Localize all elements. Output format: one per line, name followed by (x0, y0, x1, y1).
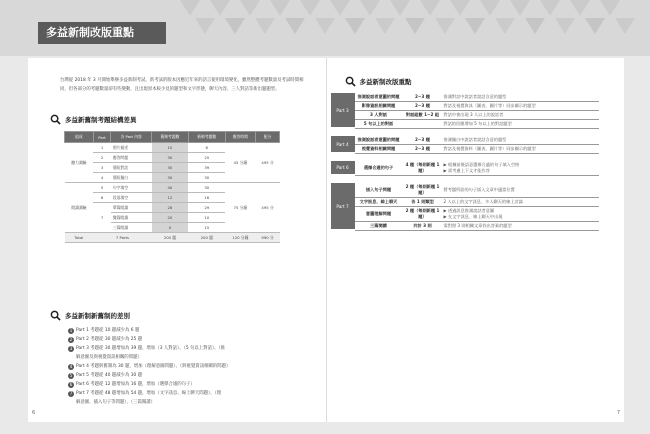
table-row (331, 145, 599, 154)
item-desc: ▶ 透過訊息推測說話者意圖 ▶ 在文字訊息、線上聊天中出現 (443, 207, 599, 222)
list-text: 解意圖、插入句子等問題）、（三篇閱讀） (76, 400, 156, 405)
header-banner (0, 0, 650, 56)
section-title: 多益新制改版重點 (359, 78, 412, 86)
cell: 40 (152, 183, 189, 193)
item-desc: ▶ 根據前後語意選擇合適的句子填入空格 ▶ 需考慮上下文才能作答 (443, 161, 599, 176)
table-row (331, 93, 599, 102)
table-row (331, 207, 599, 222)
cell: 三篇閱讀 (111, 223, 152, 233)
item-count: 2 題（每則新題 1 題） (403, 183, 443, 198)
cell: 25 (188, 153, 225, 163)
table-row (331, 111, 599, 120)
col-header: 應答時間 (225, 132, 255, 143)
cell: 1 (93, 143, 111, 153)
item-count: 2~3 題 (403, 93, 443, 102)
rules-list (68, 326, 308, 407)
bullet-number: 7 (69, 390, 73, 396)
cell: 30 (188, 173, 225, 183)
item-type: 3 人對話 (355, 111, 403, 120)
item-type: 影像資訊相關問題 (355, 102, 403, 111)
item-desc: 需對照 3 則相關文章找出答案的題型 (443, 222, 599, 231)
changes-table (331, 93, 599, 232)
magnifier-icon (50, 114, 61, 125)
cell: 20 (152, 213, 189, 223)
col-header: 新制考題數 (188, 132, 225, 143)
page-number: 7 (616, 410, 620, 416)
bullet-number: 5 (69, 372, 73, 378)
table-row (331, 183, 599, 198)
cell: 30 (152, 163, 189, 173)
cell: 閱讀測驗 (65, 183, 94, 233)
intro-paragraph: 台灣從 2018 年 3 月開始舉辦多益新制考試，新考試的版本因應近年來的語言使用環境變化，雖然整體考題數量及考試時間相同，但各部分的考題數量卻有些變動，且出現原本較少見的題型和文字形態，聊天內容、三人對話等新出題題型。 (60, 78, 304, 92)
part-label: Part 7 (331, 183, 355, 231)
table-row (331, 222, 599, 231)
cell: 聽力測驗 (65, 143, 94, 183)
page-number: 6 (32, 410, 36, 416)
cell: 照片描述 (111, 143, 152, 153)
col-header: 配分 (256, 132, 280, 143)
cell: 15 (188, 223, 225, 233)
cell: 3 (93, 163, 111, 173)
table-row (331, 136, 599, 145)
cell: 495 分 (256, 143, 280, 183)
bullet-number: 2 (69, 336, 73, 342)
list-text: Part 3 考題從 30 題增加為 39 題，增加（3 人對話）、（5 句以上對話）、（推 (76, 346, 226, 351)
cell: 5 (93, 183, 111, 193)
cell: 應答問題 (111, 153, 152, 163)
table-header-row (65, 132, 280, 143)
item-type: 推測說話者意圖的問題 (355, 136, 403, 145)
cell: 7 (93, 203, 111, 233)
table-row (331, 102, 599, 111)
page-title: 多益新制改版重點 (38, 22, 166, 44)
section-title: 多益新制新舊制的差別 (65, 312, 130, 320)
book-spread (28, 58, 624, 422)
item-desc: 對話及視覺資料（圖表、圖片等）同步顯示的題型 (443, 145, 599, 154)
table-row (65, 183, 280, 193)
part-label: Part 6 (331, 161, 355, 176)
cell: 200 題 (152, 233, 189, 243)
cell: 45 分鐘 (225, 143, 255, 183)
item-desc: 2 人以上的文字訊息、多人聊天的線上討論 (443, 198, 599, 207)
item-count: 4 題（每則新題 1 題） (403, 161, 443, 176)
table-row (331, 161, 599, 176)
part-label: Part 3 (331, 93, 355, 129)
item-type: 推測說話者意圖的問題 (355, 93, 403, 102)
col-header: Part (93, 132, 111, 143)
cell: 28 (152, 203, 189, 213)
list-item (68, 380, 308, 389)
cell: 6 (188, 143, 225, 153)
structure-table (64, 131, 280, 243)
item-desc: 將考題所給的句子插入文章中適當位置 (443, 183, 599, 198)
table-row (65, 143, 280, 153)
cell: 30 (188, 183, 225, 193)
list-item (68, 326, 308, 335)
list-text: Part 2 考題從 30 題減少為 25 題 (76, 337, 143, 342)
section-heading-changes (345, 76, 412, 87)
magnifier-icon (50, 310, 61, 321)
item-count: 各 1 則類型 (403, 198, 443, 207)
item-type: 選擇合適的句子 (355, 161, 403, 176)
list-text: Part 1 考題從 10 題減少為 6 題 (76, 328, 140, 333)
cell: 30 (152, 153, 189, 163)
bullet-number: 4 (69, 363, 73, 369)
cell: 16 (188, 193, 225, 203)
cell: 39 (188, 163, 225, 173)
section-title: 多益新舊制考題結構差異 (65, 116, 137, 124)
item-type: 文字訊息、線上聊天 (355, 198, 403, 207)
list-item (68, 335, 308, 344)
cell: 6 (93, 193, 111, 203)
table-total-row (65, 233, 280, 243)
cell: 30 (152, 173, 189, 183)
cell: 120 分鐘 (225, 233, 255, 243)
cell: 雙篇閱讀 (111, 213, 152, 223)
item-count (403, 120, 443, 129)
list-text: 解意圖及與視覺資訊相關的問題） (76, 355, 142, 360)
bullet-number: 1 (69, 327, 73, 333)
cell: 10 (152, 143, 189, 153)
cell: 簡短對話 (111, 163, 152, 173)
left-page (28, 58, 327, 422)
item-count: 2~3 題 (403, 145, 443, 154)
cell: 句字填空 (111, 183, 152, 193)
col-header: 組成 (65, 132, 94, 143)
cell: 7 Parts (93, 233, 151, 243)
table-row (331, 120, 599, 129)
list-item (68, 353, 308, 362)
list-text: Part 5 考題從 40 題減少為 30 題 (76, 373, 143, 378)
list-item (68, 398, 308, 407)
list-item (68, 389, 308, 398)
list-text: Part 6 考題從 12 題增加為 16 題，增加（選擇合適的句子） (76, 382, 195, 387)
item-count: 對話組數 1~2 組 (403, 111, 443, 120)
item-type: 視覺資料相關問題 (355, 145, 403, 154)
item-type: 意圖理解問題 (355, 207, 403, 222)
item-type: 插入句子問題 (355, 183, 403, 198)
item-count: 2~3 題 (403, 136, 443, 145)
list-item (68, 371, 308, 380)
cell: 2 (93, 153, 111, 163)
right-page (327, 58, 625, 422)
cell: 0 (152, 223, 189, 233)
table-row (331, 198, 599, 207)
list-item (68, 362, 308, 371)
section-heading-rules (50, 310, 130, 321)
bullet-number: 3 (69, 345, 73, 351)
cell: 單篇閱讀 (111, 203, 152, 213)
item-desc: 對話及視覺資訊（圖表、圖片等）同步顯示的題型 (443, 102, 599, 111)
cell: 12 (152, 193, 189, 203)
bullet-number: 6 (69, 381, 73, 387)
item-desc: 推測對話中說話者說話含意的題型 (443, 93, 599, 102)
list-text: Part 7 考題從 48 題增加為 54 題，增加（文字訊息、線上聊天問題）、（理 (76, 391, 222, 396)
col-header: 舊制考題數 (152, 132, 189, 143)
cell: 簡短獨白 (111, 173, 152, 183)
part-label: Part 4 (331, 136, 355, 154)
cell: 29 (188, 203, 225, 213)
list-text: Part 4 考題與舊制為 30 題，增加（理解意圖問題）、（與視覺資訊相關的問題） (76, 364, 231, 369)
item-desc: 對話中會出現 3 人以上的說話者 (443, 111, 599, 120)
cell: 495 分 (256, 183, 280, 233)
cell: 10 (188, 213, 225, 223)
item-type: 5 句以上的對話 (355, 120, 403, 129)
cell: 75 分鐘 (225, 183, 255, 233)
section-heading-structure (50, 114, 137, 125)
item-desc: 推測獨白中說話者說話含意的題型 (443, 136, 599, 145)
item-count: 2~3 題 (403, 102, 443, 111)
cell: 段落填空 (111, 193, 152, 203)
cell: 200 題 (188, 233, 225, 243)
item-desc: 對話的回應增加 5 句以上的對話題型 (443, 120, 599, 129)
list-item (68, 344, 308, 353)
magnifier-icon (345, 76, 356, 87)
cell: 990 分 (256, 233, 280, 243)
item-type: 三篇閱讀 (355, 222, 403, 231)
cell: 4 (93, 173, 111, 183)
item-count: 2 題（每則新題 1 題） (403, 207, 443, 222)
col-header: 各 Part 內容 (111, 132, 152, 143)
cell: Total (65, 233, 94, 243)
item-count: 共計 3 則 (403, 222, 443, 231)
